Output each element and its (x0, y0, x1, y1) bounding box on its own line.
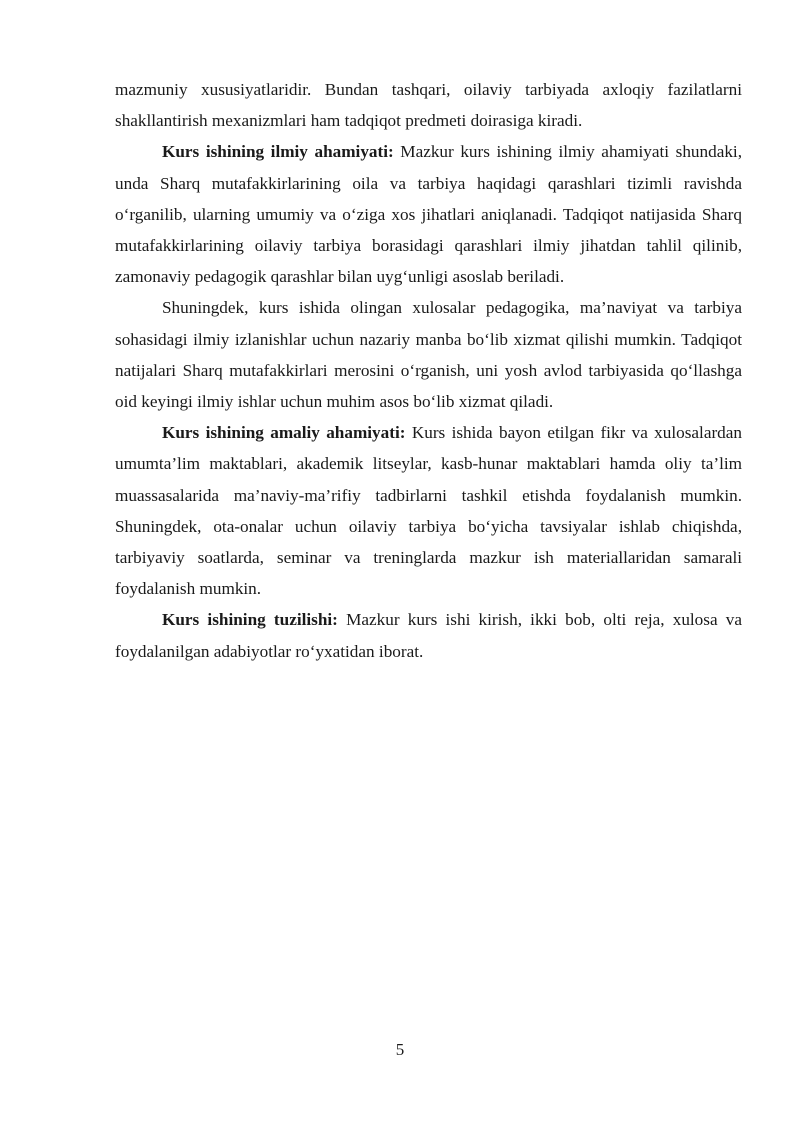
body-text (115, 74, 742, 667)
paragraph-continuation (115, 74, 742, 136)
paragraph-additional (115, 292, 742, 417)
paragraph-scientific-significance (115, 136, 742, 292)
paragraph-heading: Kurs ishining amaliy ahamiyati: (162, 423, 406, 443)
paragraph-text: Shuningdek, kurs ishida olingan xulosalar pedagogika, ma’naviyat va tarbiya sohasidagi ilmiy izlanishlar uchun nazariy manba bo‘lib xizmat qilishi mumkin. Tadqiqot natijalari Sharq mutafakkirlari merosini o‘rganish, uni yosh avlod tarbiyasida qo‘llashga oid keyingi ilmiy ishlar uchun muhim asos bo‘lib xizmat qiladi. (115, 298, 742, 412)
paragraph-practical-significance (115, 417, 742, 604)
paragraph-text: Mazkur kurs ishi kirish, ikki bob, olti reja, xulosa va foydalanilgan adabiyotlar ro‘yxatidan iborat. (115, 610, 743, 661)
page-number: 5 (395, 1040, 405, 1059)
paragraph-text: Mazkur kurs ishining ilmiy ahamiyati shundaki, unda Sharq mutafakkirlarining oila va tarbiya haqidagi qarashlari tizimli ravishda o‘rganilib, ularning umumiy va o‘ziga xos jihatlari aniqlanadi. Tadqiqot natijasida Sharq mutafakkirlarining oilaviy tarbiya borasidagi qarashlari ilmiy jihatdan tahlil qilinib, zamonaviy pedagogik qarashlar bilan uyg‘unligi asoslab beriladi. (115, 142, 743, 287)
paragraph-heading: Kurs ishining tuzilishi: (162, 610, 338, 630)
paragraph-text: Kurs ishida bayon etilgan fikr va xulosalardan umumta’lim maktablari, akademik litseylar, kasb-hunar maktablari hamda oliy ta’lim muassasalarida ma’naviy-ma’rifiy tadbirlarni tashkil etishda foydalanish mumkin. Shuningdek, ota-onalar uchun oilaviy tarbiya bo‘yicha tavsiyalar ishlab chiqishda, tarbiyaviy soatlarda, seminar va treninglarda mazkur ish materiallaridan samarali foydalanish mumkin. (115, 423, 742, 599)
paragraph-text: mazmuniy xususiyatlaridir. Bundan tashqari, oilaviy tarbiyada axloqiy fazilatlarni shakllantirish mexanizmlari ham tadqiqot predmeti doirasiga kiradi. (115, 80, 742, 131)
paragraph-structure (115, 604, 742, 666)
paragraph-heading: Kurs ishining ilmiy ahamiyati: (162, 142, 394, 162)
